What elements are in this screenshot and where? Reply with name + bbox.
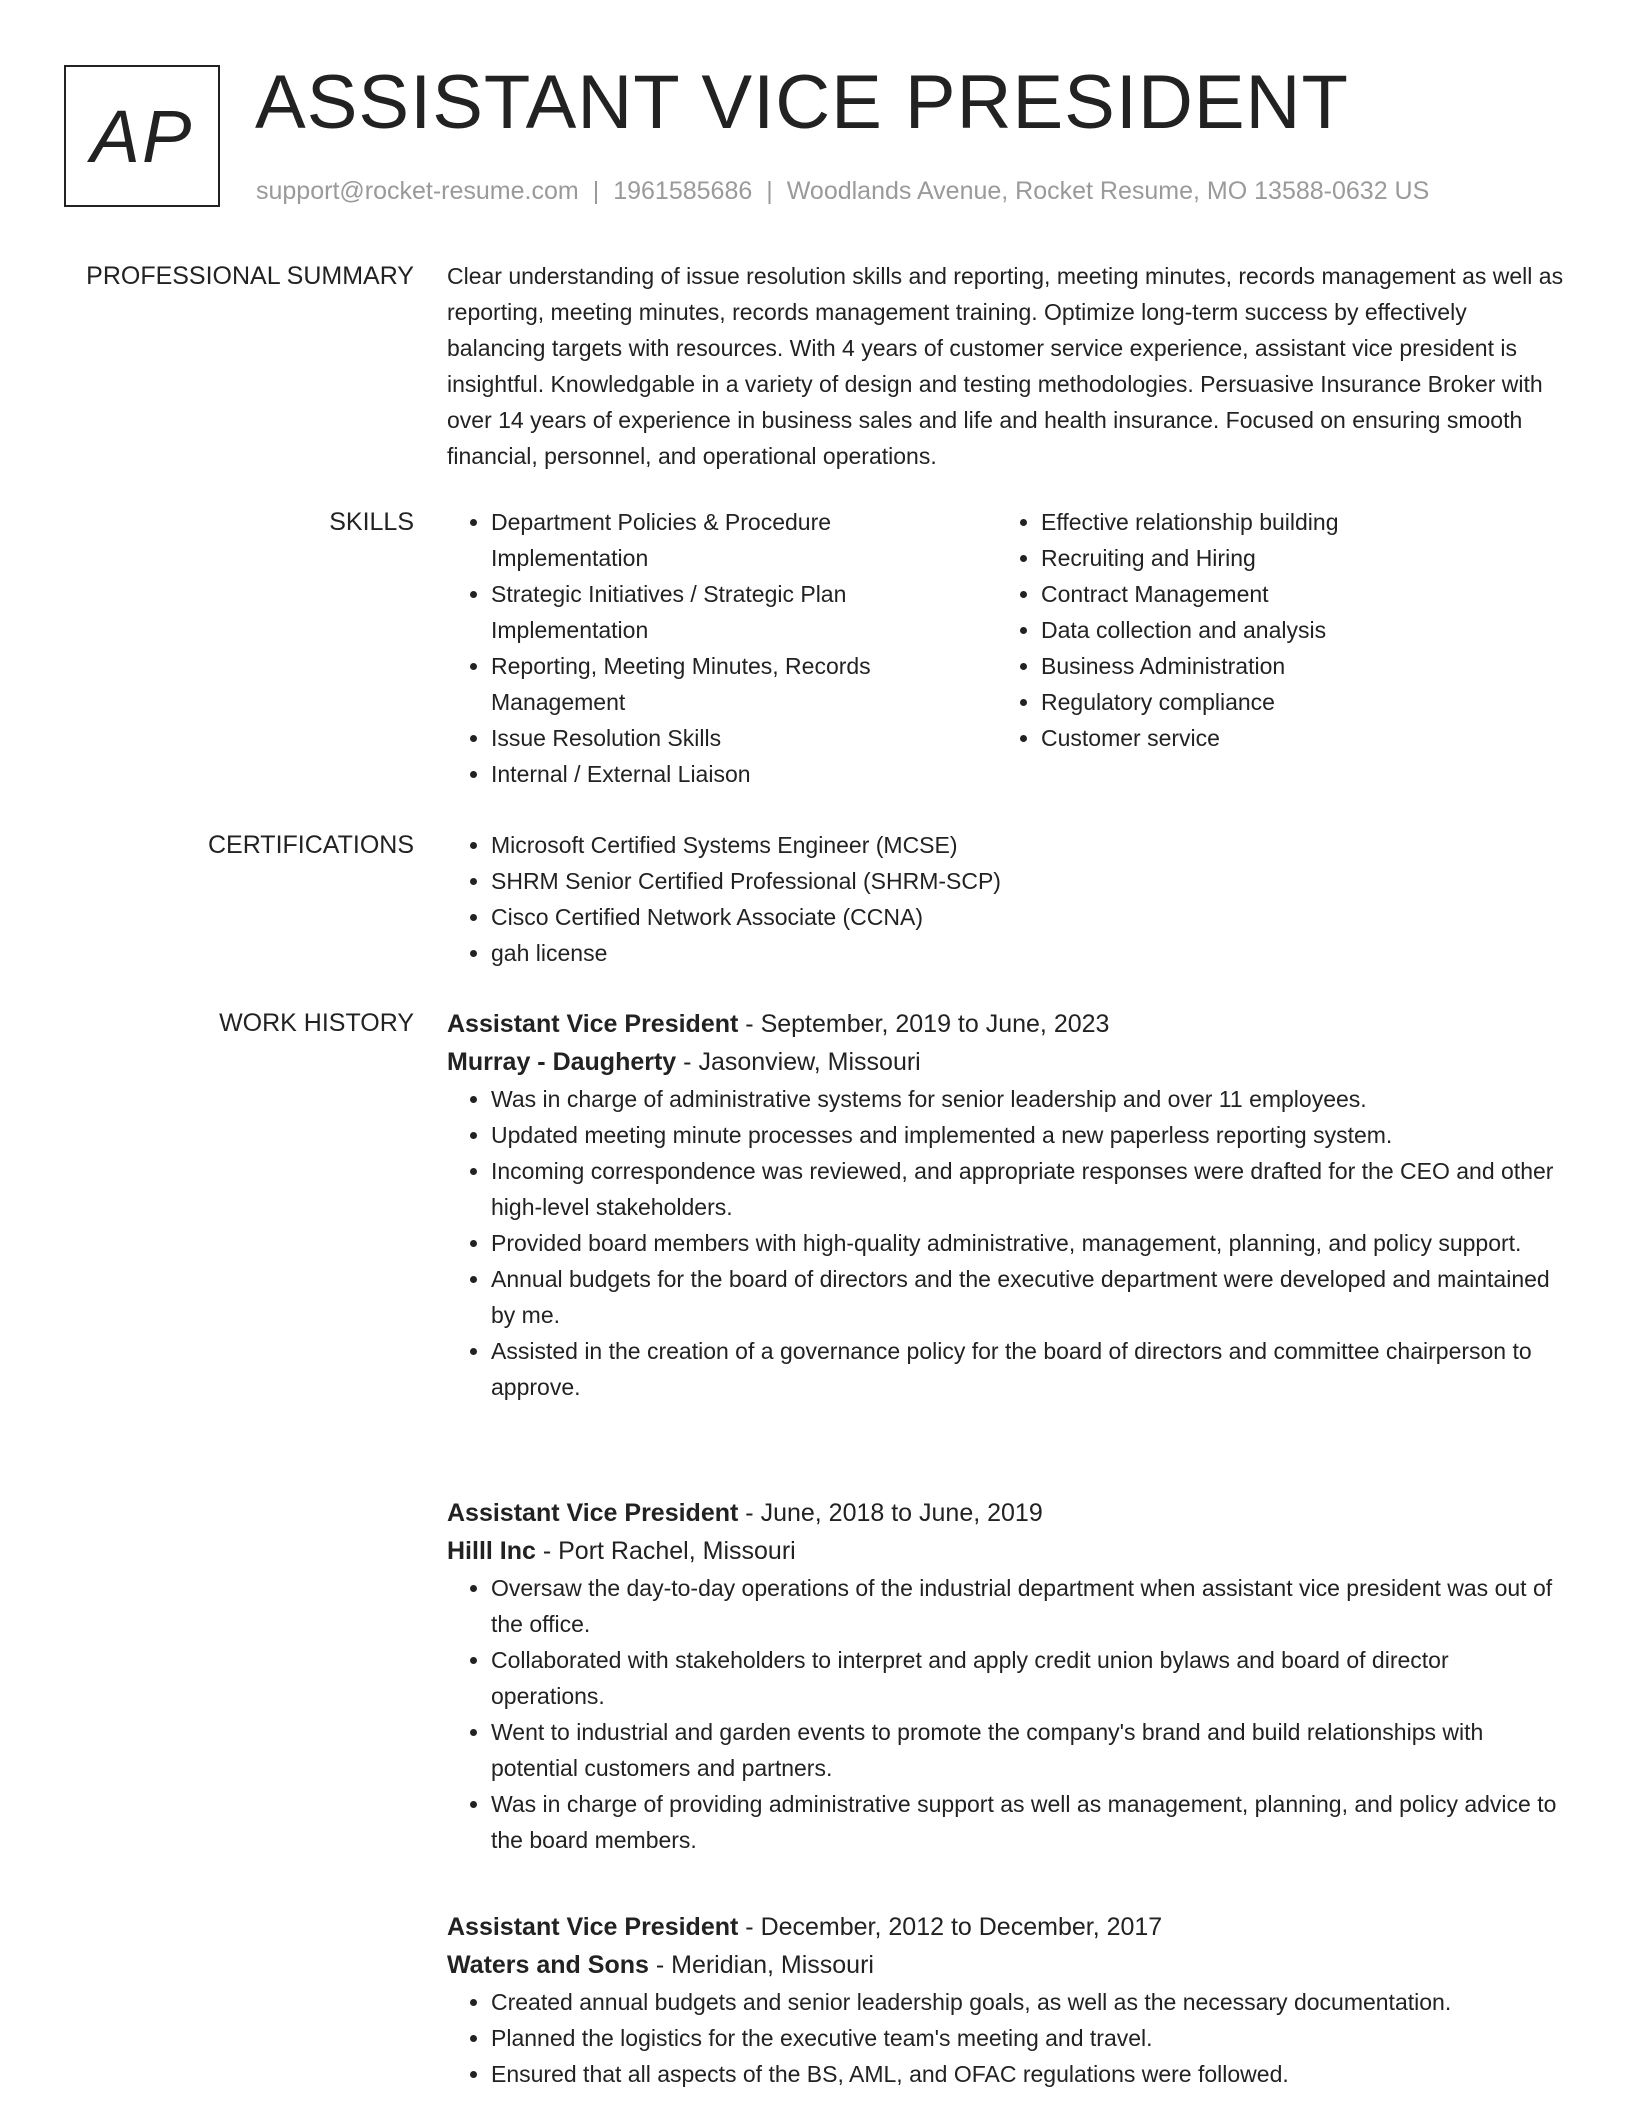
job-bullet: • Updated meeting minute processes and implemented a new paperless reporting system. [491, 1117, 1567, 1153]
skill-item: • Contract Management [1041, 576, 1557, 612]
certification-item: • Microsoft Certified Systems Engineer (MCSE) [491, 827, 1567, 863]
skill-item: • Effective relationship building [1041, 504, 1557, 540]
job-dates: December, 2012 to December, 2017 [760, 1913, 1163, 1941]
job-location: Port Rachel, Missouri [558, 1537, 796, 1565]
skills-column-right [997, 504, 1557, 792]
job-company: Waters and Sons [447, 1951, 649, 1979]
summary-heading: PROFESSIONAL SUMMARY [86, 262, 414, 290]
job-company: Murray - Daugherty [447, 1048, 677, 1076]
contact-address: Woodlands Avenue, Rocket Resume, MO 13588-0632 US [786, 177, 1430, 205]
skill-item: • Reporting, Meeting Minutes, Records Management [491, 648, 997, 720]
job-dates: September, 2019 to June, 2023 [760, 1010, 1110, 1038]
job-location: Jasonview, Missouri [698, 1048, 921, 1076]
job-dates: June, 2018 to June, 2019 [760, 1499, 1043, 1527]
certification-item: • SHRM Senior Certified Professional (SHRM-SCP) [491, 863, 1567, 899]
job-bullet: • Ensured that all aspects of the BS, AML, and OFAC regulations were followed. [491, 2056, 1567, 2092]
certification-item: • gah license [491, 935, 1567, 971]
skill-item: • Strategic Initiatives / Strategic Plan Implementation [491, 576, 997, 648]
certifications-body [447, 827, 1567, 971]
job-bullet: • Oversaw the day-to-day operations of the industrial department when assistant vice president was out of the office. [491, 1570, 1567, 1642]
skill-item: • Regulatory compliance [1041, 684, 1557, 720]
job-title: Assistant Vice President [447, 1499, 739, 1527]
job-bullet: • Was in charge of administrative systems for senior leadership and over 11 employees. [491, 1081, 1567, 1117]
skills-heading: SKILLS [329, 508, 414, 536]
job-company: Hilll Inc [447, 1537, 536, 1565]
job-bullet: • Assisted in the creation of a governance policy for the board of directors and committee chairperson to approve. [491, 1333, 1567, 1405]
job-company-line: Murray - Daugherty - Jasonview, Missouri [447, 1048, 921, 1076]
job-entry [447, 1005, 1567, 1405]
skill-item: • Recruiting and Hiring [1041, 540, 1557, 576]
contact-separator: | [592, 177, 600, 205]
certification-item: • Cisco Certified Network Associate (CCNA) [491, 899, 1567, 935]
contact-phone: 1961585686 [613, 177, 753, 205]
job-title-line: Assistant Vice President - September, 2019 to June, 2023 [447, 1010, 1110, 1038]
skill-item: • Business Administration [1041, 648, 1557, 684]
job-bullet: • Incoming correspondence was reviewed, and appropriate responses were drafted for the CEO and other high-level stakeholders. [491, 1153, 1567, 1225]
summary-body [447, 258, 1567, 474]
work-history-heading: WORK HISTORY [219, 1009, 414, 1037]
job-title-line: Assistant Vice President - June, 2018 to June, 2019 [447, 1499, 1043, 1527]
skills-column-left [447, 504, 997, 792]
summary-text: Clear understanding of issue resolution skills and reporting, meeting minutes, records management as well as reporting, meeting minutes, records management training. Optimize long-term success by effectively balancing targets with resources. With 4 years of customer service experience, assistant vice president is insightful. Knowledgable in a variety of design and testing methodologies. Persuasive Insurance Broker with over 14 years of experience in business sales and life and health insurance. Focused on ensuring smooth financial, personnel, and operational operations. [447, 263, 1564, 469]
contact-line [256, 176, 1429, 206]
skill-item: • Internal / External Liaison [491, 756, 997, 792]
job-title-line: Assistant Vice President - December, 2012 to December, 2017 [447, 1913, 1163, 1941]
monogram-logo [64, 65, 220, 207]
job-bullet: • Planned the logistics for the executive team's meeting and travel. [491, 2020, 1567, 2056]
job-bullet: • Annual budgets for the board of directors and the executive department were developed and maintained by me. [491, 1261, 1567, 1333]
skill-item: • Data collection and analysis [1041, 612, 1557, 648]
job-title: Assistant Vice President [447, 1010, 739, 1038]
job-location: Meridian, Missouri [671, 1951, 874, 1979]
job-bullet: • Was in charge of providing administrative support as well as management, planning, and policy advice to the board members. [491, 1786, 1567, 1858]
skill-item: • Customer service [1041, 720, 1557, 756]
contact-separator: | [766, 177, 773, 205]
job-bullet: • Provided board members with high-quality administrative, management, planning, and policy support. [491, 1225, 1567, 1261]
job-entry [447, 1908, 1567, 2092]
certifications-heading: CERTIFICATIONS [207, 831, 414, 859]
job-title: Assistant Vice President [447, 1913, 739, 1941]
job-bullet: • Collaborated with stakeholders to interpret and apply credit union bylaws and board of director operations. [491, 1642, 1567, 1714]
skills-body [447, 504, 1567, 792]
contact-email: support@rocket-resume.com [256, 177, 579, 205]
job-bullet: • Created annual budgets and senior leadership goals, as well as the necessary documentation. [491, 1984, 1567, 2020]
skill-item: • Department Policies & Procedure Implementation [491, 504, 997, 576]
job-company-line: Hilll Inc - Port Rachel, Missouri [447, 1537, 796, 1565]
monogram-text: AP [90, 94, 194, 178]
page-title: ASSISTANT VICE PRESIDENT [255, 60, 1349, 145]
job-bullet: • Went to industrial and garden events to promote the company's brand and build relationships with potential customers and partners. [491, 1714, 1567, 1786]
skill-item: • Issue Resolution Skills [491, 720, 997, 756]
job-company-line: Waters and Sons - Meridian, Missouri [447, 1951, 874, 1979]
job-entry [447, 1494, 1567, 1858]
